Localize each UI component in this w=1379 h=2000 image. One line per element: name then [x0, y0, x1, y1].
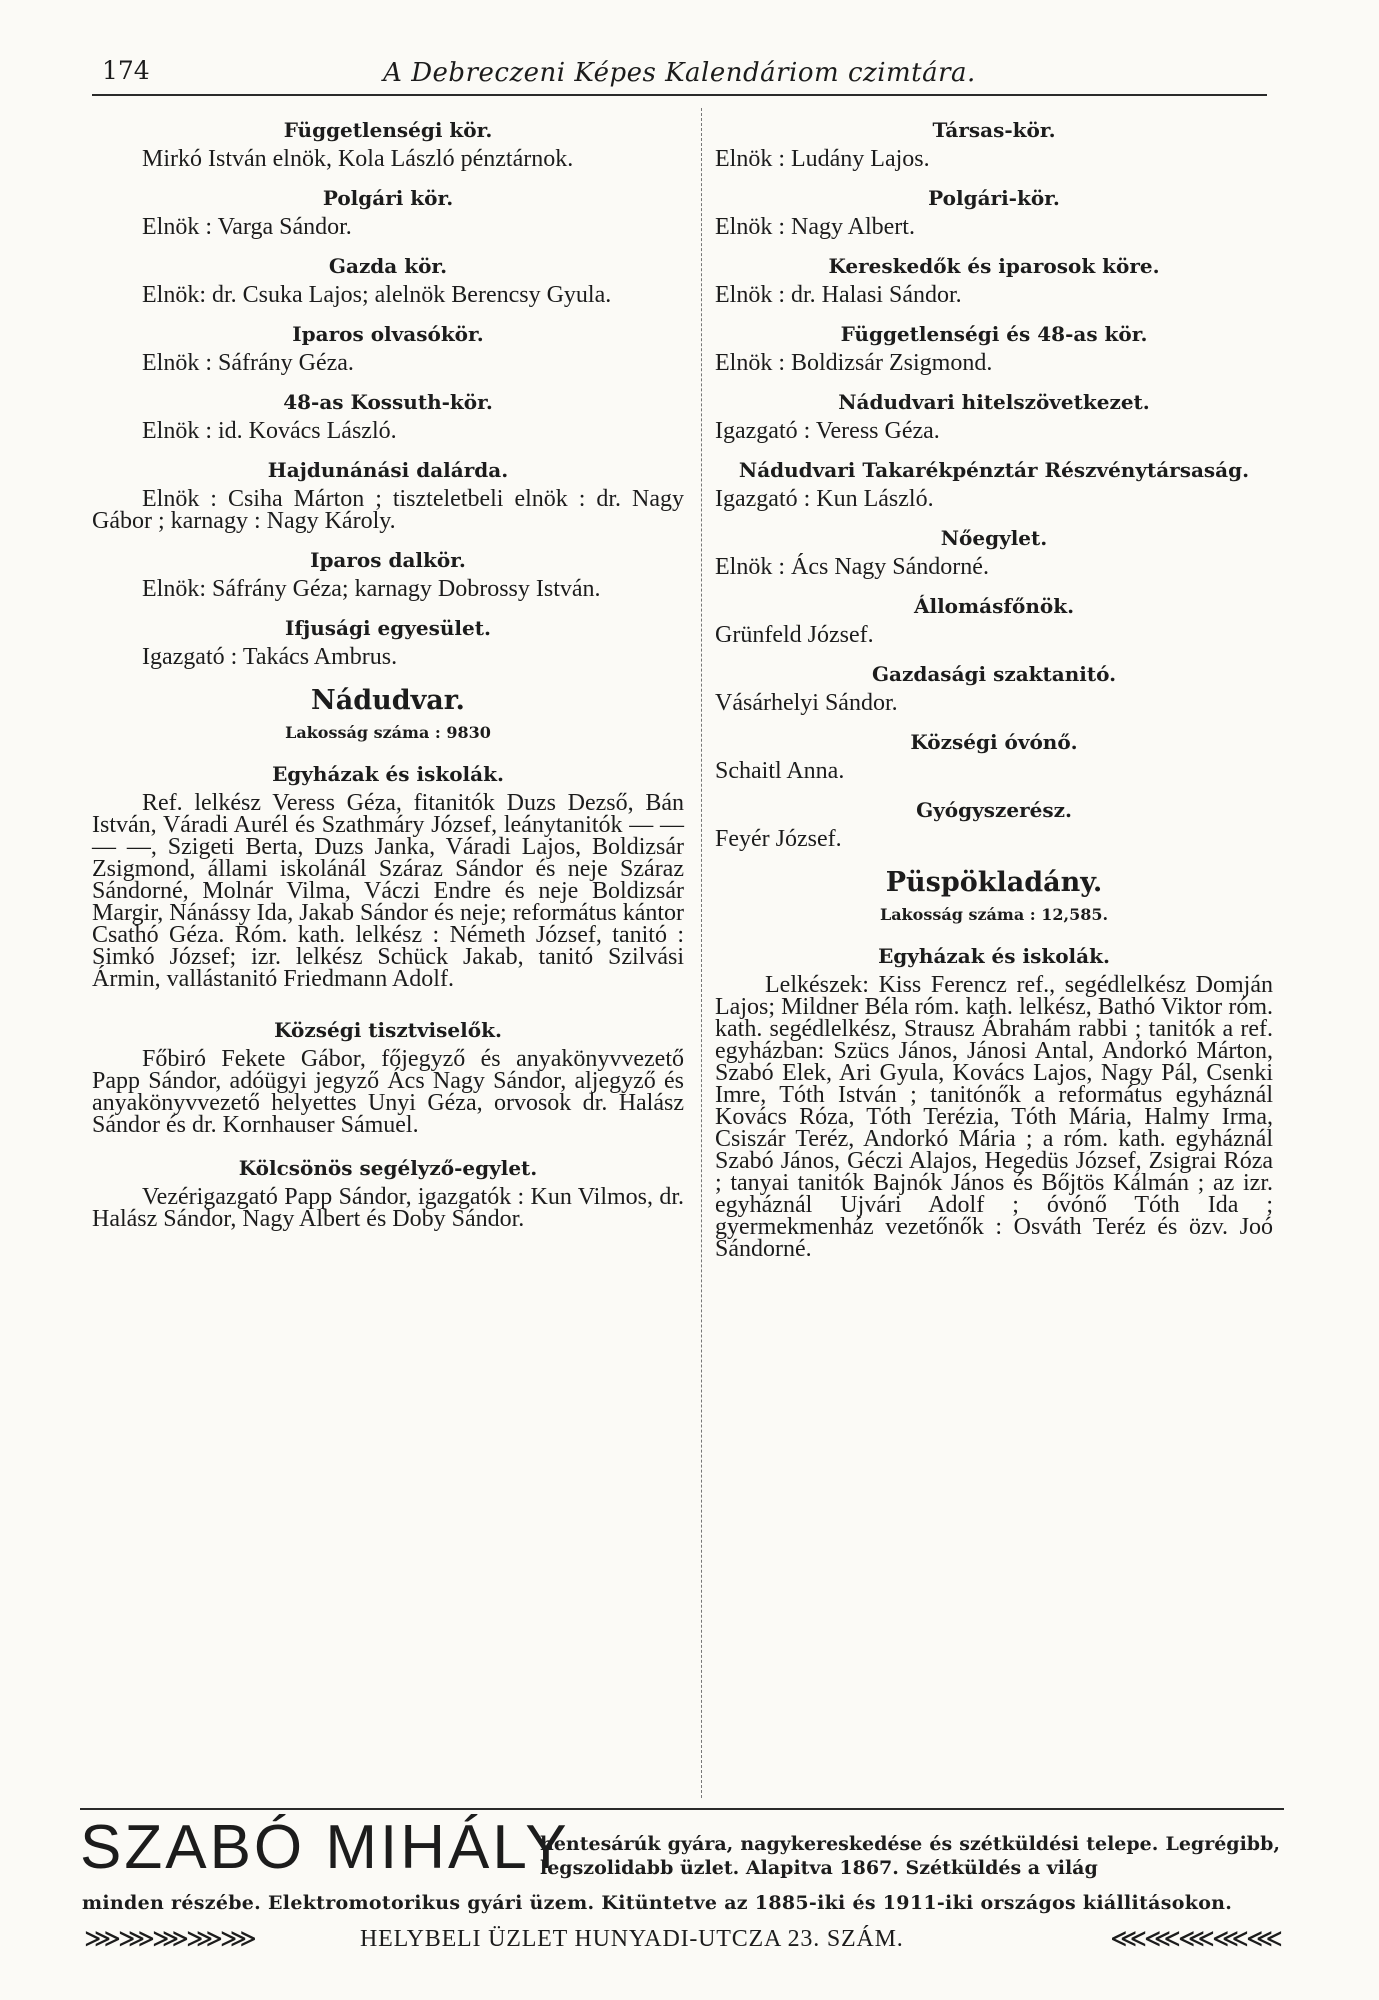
section-heading: Nádudvari Takarékpénztár Részvénytársaság.	[738, 458, 1250, 482]
section-fuggetlensegi-kor	[92, 118, 684, 170]
section-gyogyszeresz	[715, 798, 1273, 850]
section-text: Elnök : Boldizsár Zsigmond.	[715, 350, 993, 376]
section-text: Főbiró Fekete Gábor, főjegyző és anyakönyvvezető Papp Sándor, adóügyi jegyző Ács Nagy Sándor, aljegyző és anyakönyvvezető helyettes Unyi Géza, orvosok dr. Halász Sándor és dr. Kornhauser Sámuel.	[92, 1046, 684, 1138]
page-number: 174	[102, 56, 150, 85]
section-text: Igazgató : Kun László.	[715, 486, 934, 512]
section-heading: Egyházak és iskolák.	[878, 944, 1110, 968]
right-column	[715, 118, 1273, 1276]
section-heading: Függetlenségi és 48-as kör.	[840, 322, 1148, 346]
section-egyhazak-iskolak-2	[715, 944, 1273, 1260]
section-kozsegi-tisztviselok	[92, 1018, 684, 1136]
section-polgari-kor	[92, 186, 684, 238]
section-heading: Nőegylet.	[940, 526, 1048, 550]
section-heading: Függetlenségi kör.	[283, 118, 493, 142]
section-heading: Polgári kör.	[322, 186, 454, 210]
section-heading: Állomásfőnök.	[913, 594, 1075, 618]
section-noegylet	[715, 526, 1273, 578]
section-heading: Gyógyszerész.	[916, 798, 1072, 822]
section-text: Feyér József.	[715, 826, 842, 852]
advertisement-address: HELYBELI ÜZLET HUNYADI-UTCZA 23. SZÁM.	[360, 1926, 904, 1952]
section-text: Grünfeld József.	[715, 622, 874, 648]
section-dalarda	[92, 458, 684, 532]
section-heading: Gazda kör.	[328, 254, 448, 278]
advertisement	[80, 1808, 1284, 1954]
section-ifjusagi-egyesulet	[92, 616, 684, 668]
section-text: Elnök : dr. Halasi Sándor.	[715, 282, 962, 308]
section-text: Vezérigazgató Papp Sándor, igazgatók : Kun Vilmos, dr. Halász Sándor, Nagy Albert és Doby Sándor.	[92, 1184, 684, 1232]
section-text: Ref. lelkész Veress Géza, fitanitók Duzs Dezső, Bán István, Váradi Aurél és Szathmáry József, leánytanitók — — — —, Szigeti Berta, Duzs Janka, Váradi Lajos, Boldizsár Zsigmond, állami iskolánál Száraz Sándor és neje Száraz Sándorné, Molnár Vilma, Váczi Endre és neje Boldizsár Margir, Nánássy Ida, Jakab Sándor és neje; református kántor Csathó Géza. Róm. kath. lelkész : Németh József, tanitó : Simkó József; izr. lelkész Schück Jakab, tanitó Szilvási Ármin, vallástanitó Friedmann Adolf.	[92, 790, 684, 992]
section-hitelszovetkezet	[715, 390, 1273, 442]
section-text: Elnök : id. Kovács László.	[142, 418, 397, 444]
section-text: Igazgató : Takács Ambrus.	[142, 644, 398, 670]
section-heading: Egyházak és iskolák.	[272, 762, 504, 786]
section-heading: Polgári-kör.	[928, 186, 1060, 210]
section-heading: Kölcsönös segélyző-egylet.	[238, 1156, 538, 1180]
section-heading: Nádudvari hitelszövetkezet.	[838, 390, 1150, 414]
ornament-right-icon: ⋘⋘⋘⋘⋘	[1110, 1924, 1280, 1954]
advertisement-line-2: minden részébe. Elektromotorikus gyári üzem. Kitüntetve az 1885-iki és 1911-iki országos kiállitásokon.	[82, 1892, 1233, 1914]
section-heading: Kereskedők és iparosok köre.	[828, 254, 1160, 278]
section-allomasfonok	[715, 594, 1273, 646]
section-text: Schaitl Anna.	[715, 758, 845, 784]
page-title: A Debreczeni Képes Kalendáriom czimtára.	[383, 58, 976, 88]
section-text: Elnök : Sáfrány Géza.	[142, 350, 354, 376]
section-takarekpenztar	[715, 458, 1273, 510]
section-kozsegi-ovono	[715, 730, 1273, 782]
section-text: Elnök : Csiha Márton ; tiszteletbeli elnök : dr. Nagy Gábor ; karnagy : Nagy Károly.	[92, 486, 684, 534]
section-text: Lelkészek: Kiss Ferencz ref., segédlelkész Domján Lajos; Mildner Béla róm. kath. lelkész, Bathó Viktor róm. kath. segédlelkész, Strausz Ábrahám rabbi ; tanitók a ref. egyházban: Szücs János, Jánosi Antal, Andorkó Márton, Szabó Elek, Ari Gyula, Kovács Lajos, Nagy Pál, Csenki Imre, Tóth István ; tanitónők a református egyháznál Kovács Róza, Tóth Terézia, Tóth Mária, Halmy Irma, Csiszár Teréz, Andorkó Mária ; a róm. kath. egyháznál Szabó János, Géczi Alajos, Hegedüs József, Zsigrai Róza ; tanyai tanitók Bajnók János és Bőjtös Kálmán ; az izr. egyháznál Ujvári Adolf ; óvónő Tóth Ida ; gyermekmenház vezetőnők : Osváth Teréz és özv. Joó Sándorné.	[715, 972, 1273, 1262]
column-divider	[701, 108, 702, 1798]
section-gazdasagi-szaktanito	[715, 662, 1273, 714]
town-name-nadudvar: Nádudvar.	[311, 685, 465, 716]
section-polgari-kor-2	[715, 186, 1273, 238]
section-heading: Hajdunánási dalárda.	[267, 458, 509, 482]
section-heading: Társas-kör.	[932, 118, 1056, 142]
section-iparos-dalkor	[92, 548, 684, 600]
section-heading: Gazdasági szaktanitó.	[871, 662, 1117, 686]
section-kolcsonos-segelyzo	[92, 1156, 684, 1230]
section-heading: Községi óvónő.	[910, 730, 1078, 754]
ornament-left-icon: ⋙⋙⋙⋙⋙	[84, 1924, 254, 1954]
advertisement-address-row	[80, 1924, 1284, 1958]
section-gazda-kor	[92, 254, 684, 306]
section-text: Vásárhelyi Sándor.	[715, 690, 898, 716]
section-heading: Községi tisztviselők.	[274, 1018, 502, 1042]
section-heading: 48-as Kossuth-kör.	[283, 390, 493, 414]
section-iparos-olvasokor	[92, 322, 684, 374]
section-heading: Ifjusági egyesület.	[285, 616, 491, 640]
running-head	[92, 48, 1267, 96]
left-column	[92, 118, 684, 1246]
section-text: Igazgató : Veress Géza.	[715, 418, 940, 444]
section-text: Elnök : Varga Sándor.	[142, 214, 352, 240]
section-tarsas-kor	[715, 118, 1273, 170]
advertisement-line-1: hentesárúk gyára, nagykereskedése és szétküldési telepe. Legrégibb, legszolidabb üzlet. Alapitva 1867. Szétküldés a világ	[540, 1833, 1280, 1879]
section-text: Mirkó István elnök, Kola László pénztárnok.	[142, 146, 574, 172]
section-text: Elnök : Ludány Lajos.	[715, 146, 930, 172]
advertiser-name: SZABÓ MIHÁLY	[80, 1813, 570, 1882]
section-egyhazak-iskolak	[92, 762, 684, 990]
section-text: Elnök: Sáfrány Géza; karnagy Dobrossy István.	[142, 576, 601, 602]
section-kossuth-kor	[92, 390, 684, 442]
town-population: Lakosság száma : 12,585.	[879, 905, 1109, 924]
section-kereskedok-iparosok	[715, 254, 1273, 306]
town-name-puspokladany: Püspökladány.	[885, 867, 1103, 898]
section-text: Elnök : Ács Nagy Sándorné.	[715, 554, 989, 580]
section-text: Elnök : Nagy Albert.	[715, 214, 915, 240]
section-text: Elnök: dr. Csuka Lajos; alelnök Berencsy Gyula.	[142, 282, 612, 308]
section-heading: Iparos dalkör.	[310, 548, 466, 572]
section-heading: Iparos olvasókör.	[292, 322, 484, 346]
section-fuggetlensegi-48	[715, 322, 1273, 374]
town-population: Lakosság száma : 9830	[285, 723, 491, 742]
